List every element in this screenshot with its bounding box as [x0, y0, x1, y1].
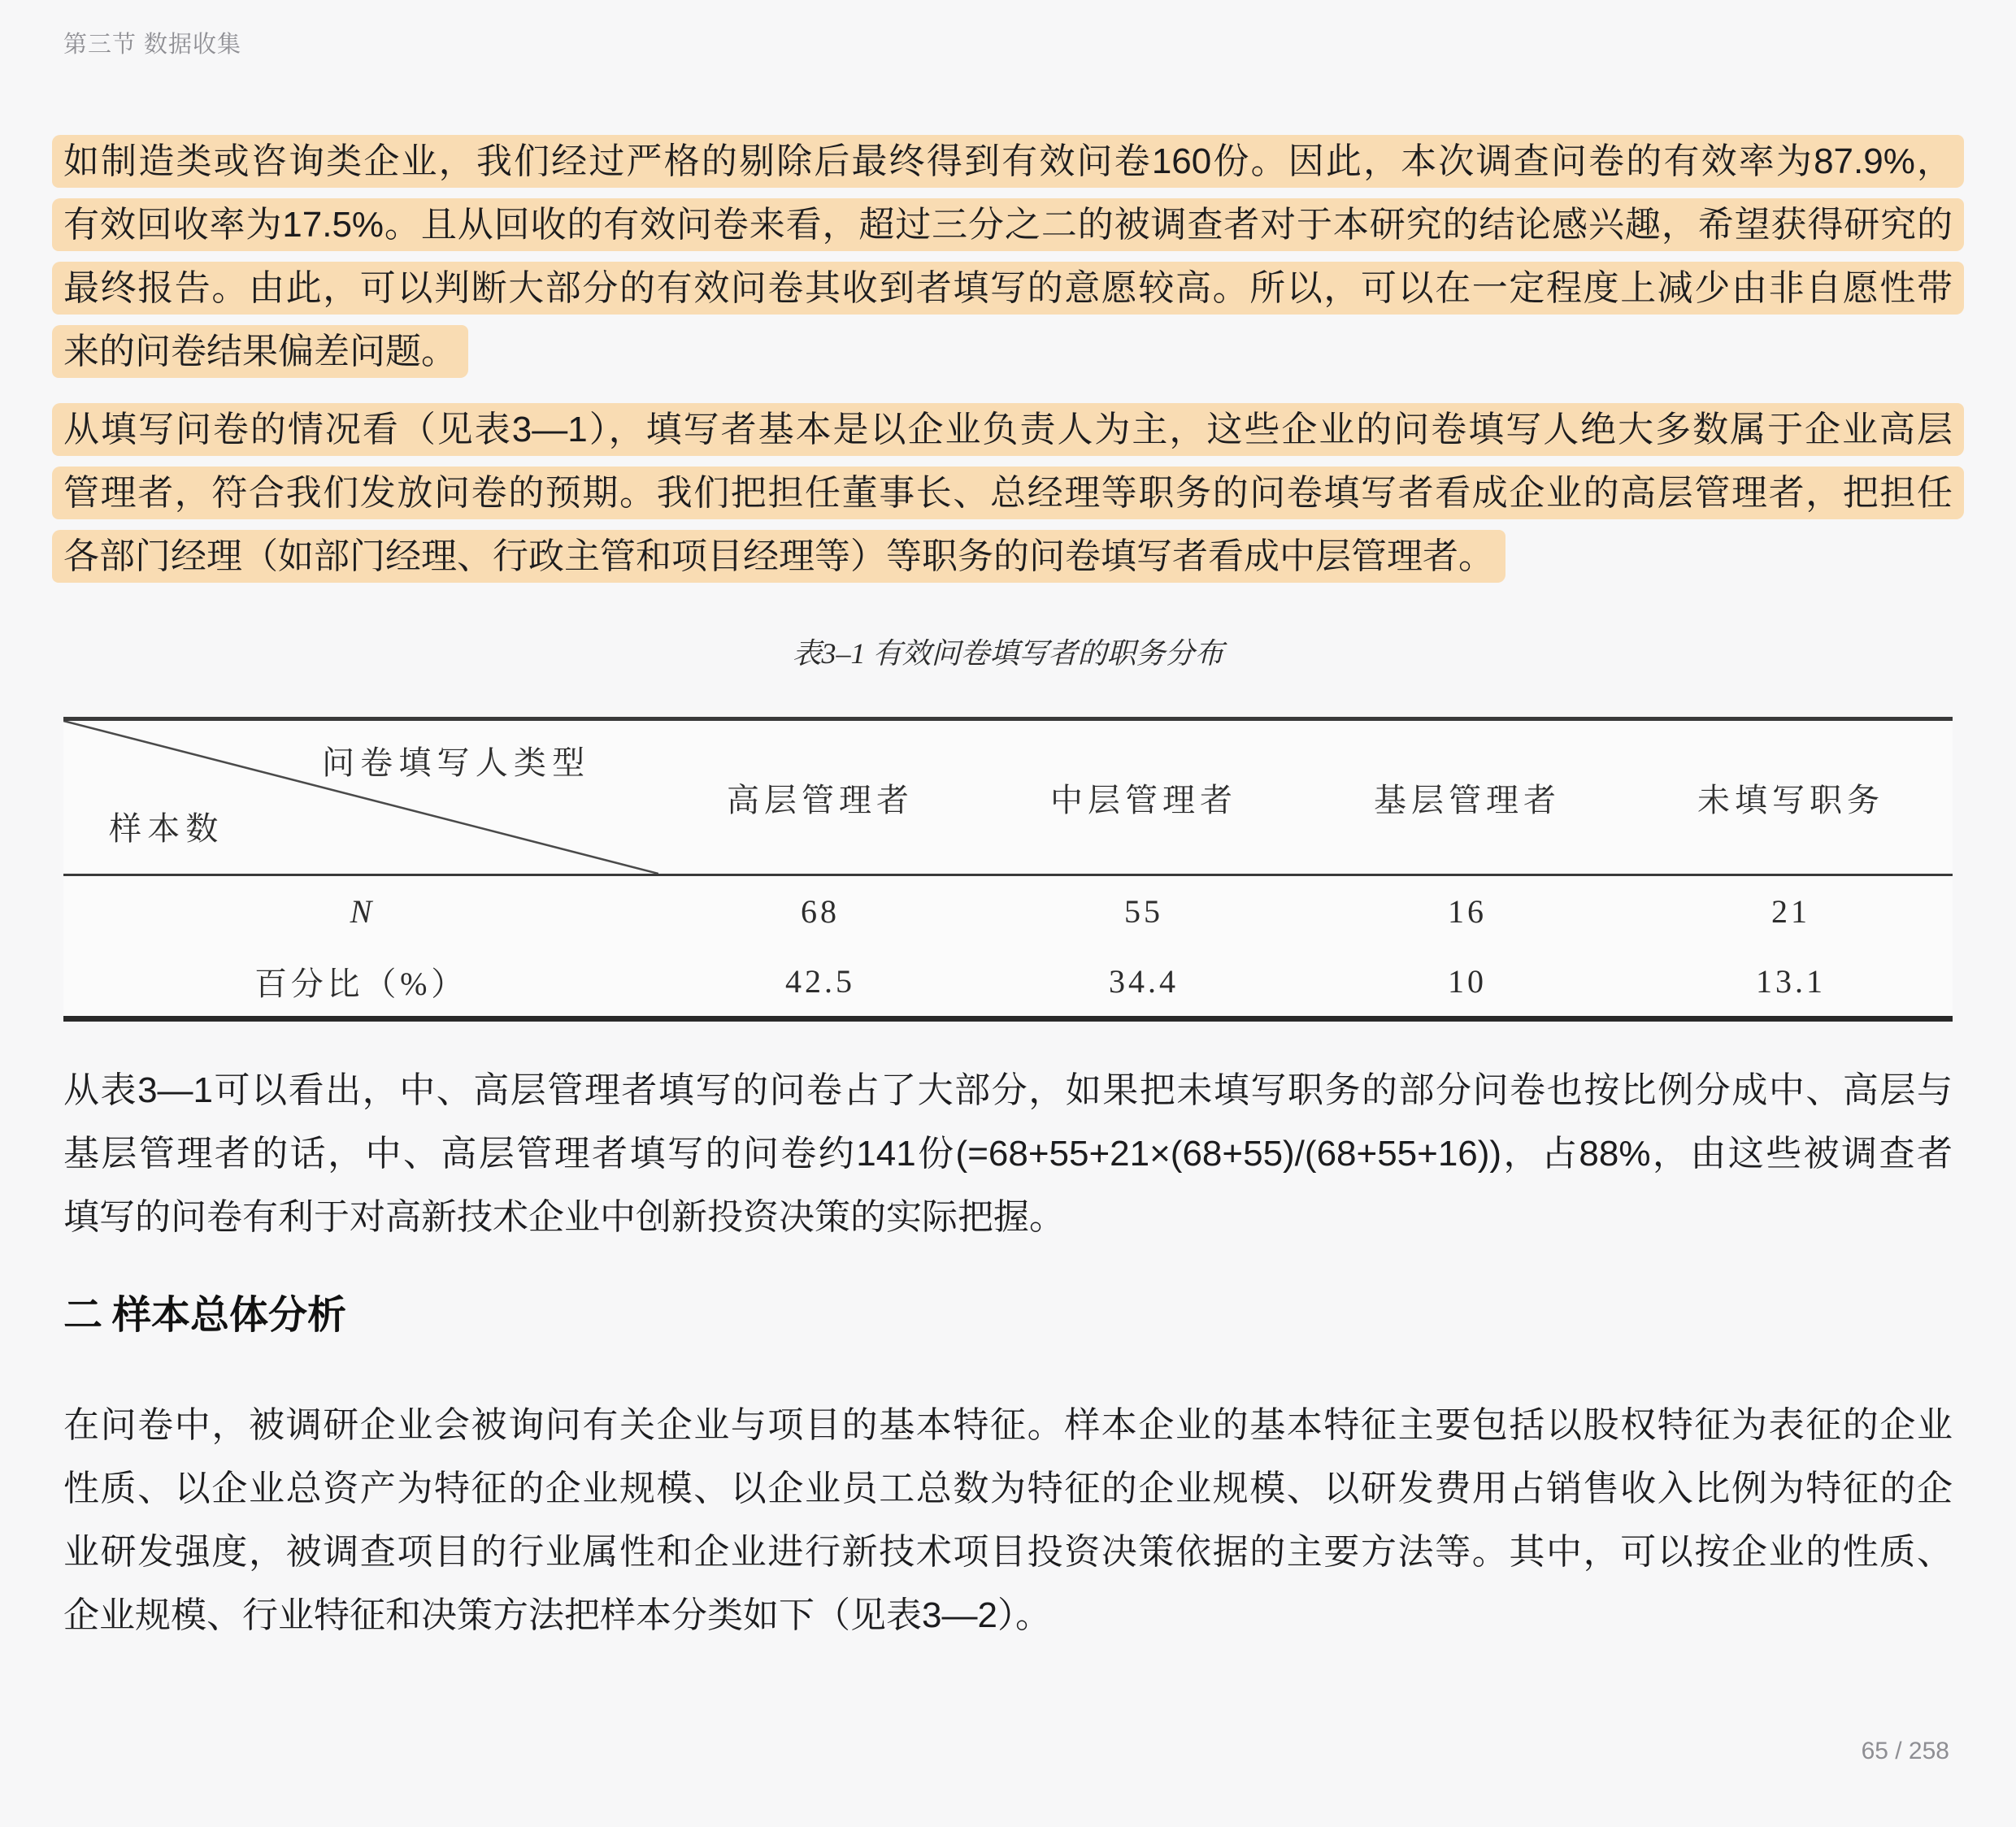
column-header: 高层管理者: [727, 781, 915, 818]
table-3-1: [63, 717, 1953, 1022]
text-line: [63, 130, 1953, 193]
text-line: [63, 257, 1953, 320]
text-line: [63, 398, 1953, 462]
highlighted-text: 如制造类或咨询类企业，我们经过严格的剔除后最终得到有效问卷160份。因此，本次调查问卷的有效率为87.9%，: [52, 135, 1964, 188]
table-corner-cell: [63, 721, 658, 874]
highlighted-text: 最终报告。由此，可以判断大部分的有效问卷其收到者填写的意愿较高。所以，可以在一定程度上减少由非自愿性带: [52, 262, 1964, 315]
text-line: 业研发强度，被调查项目的行业属性和企业进行新技术项目投资决策依据的主要方法等。其中，可以按企业的性质、: [63, 1532, 1953, 1572]
highlighted-text: 管理者，符合我们发放问卷的预期。我们把担任董事长、总经理等职务的问卷填写者看成企业的高层管理者，把担任: [52, 467, 1964, 519]
table-cell: 10: [1448, 962, 1487, 1000]
highlighted-text: 来的问卷结果偏差问题。: [52, 325, 468, 378]
table-cell: 68: [801, 892, 841, 930]
table-header-row: [63, 721, 1953, 876]
table-cell: 13.1: [1755, 962, 1826, 1000]
chapter-header: 第三节 数据收集: [63, 32, 242, 58]
table-cell: 55: [1124, 892, 1164, 930]
column-header: 中层管理者: [1050, 781, 1238, 818]
table-row: [63, 876, 1953, 946]
text-line: 性质、以企业总资产为特征的企业规模、以企业员工总数为特征的企业规模、以研发费用占销售收入比例为特征的企: [63, 1469, 1953, 1508]
paragraph-1: [63, 130, 1953, 384]
corner-label-top: 问卷填写人类型: [321, 744, 591, 781]
text-line: 从表3—1可以看出，中、高层管理者填写的问卷占了大部分，如果把未填写职务的部分问卷也按比例分成中、高层与: [63, 1070, 1953, 1110]
table-caption: 表3–1 有效问卷填写者的职务分布: [792, 637, 1224, 670]
text-line: 在问卷中，被调研企业会被询问有关企业与项目的基本特征。样本企业的基本特征主要包括以股权特征为表征的企业: [63, 1405, 1953, 1445]
paragraph-3: [63, 1059, 1953, 1249]
text-line: 填写的问卷有利于对高新技术企业中创新投资决策的实际把握。: [63, 1197, 1065, 1237]
table-row: [63, 946, 1953, 1016]
table-cell: 34.4: [1109, 962, 1180, 1000]
row-label: 百分比（%）: [254, 965, 468, 1002]
table-cell: 16: [1448, 892, 1487, 930]
text-line: [63, 525, 1953, 588]
column-header: 未填写职务: [1697, 781, 1884, 818]
corner-label-bottom: 样本数: [109, 810, 224, 847]
column-header: 基层管理者: [1374, 781, 1561, 818]
text-line: 企业规模、行业特征和决策方法把样本分类如下（见表3—2）。: [63, 1595, 1051, 1635]
highlighted-text: 从填写问卷的情况看（见表3—1），填写者基本是以企业负责人为主，这些企业的问卷填写人绝大多数属于企业高层: [52, 403, 1964, 456]
paragraph-4: [63, 1394, 1953, 1647]
text-line: 基层管理者的话，中、高层管理者填写的问卷约141份(=68+55+21×(68+55)/(68+55+16))，占88%，由这些被调查者: [63, 1134, 1953, 1174]
row-label: N: [350, 892, 372, 930]
table-cell: 42.5: [785, 962, 856, 1000]
highlighted-text: 有效回收率为17.5%。且从回收的有效问卷来看，超过三分之二的被调查者对于本研究的结论感兴趣，希望获得研究的: [52, 198, 1964, 251]
text-line: [63, 462, 1953, 525]
highlighted-text: 各部门经理（如部门经理、行政主管和项目经理等）等职务的问卷填写者看成中层管理者。: [52, 530, 1505, 583]
paragraph-2: [63, 398, 1953, 588]
section-heading: 二 样本总体分析: [63, 1294, 347, 1337]
text-line: [63, 193, 1953, 257]
page-number-indicator: 65 / 258: [1861, 1738, 1949, 1764]
text-line: [63, 320, 1953, 384]
table-cell: 21: [1771, 892, 1810, 930]
